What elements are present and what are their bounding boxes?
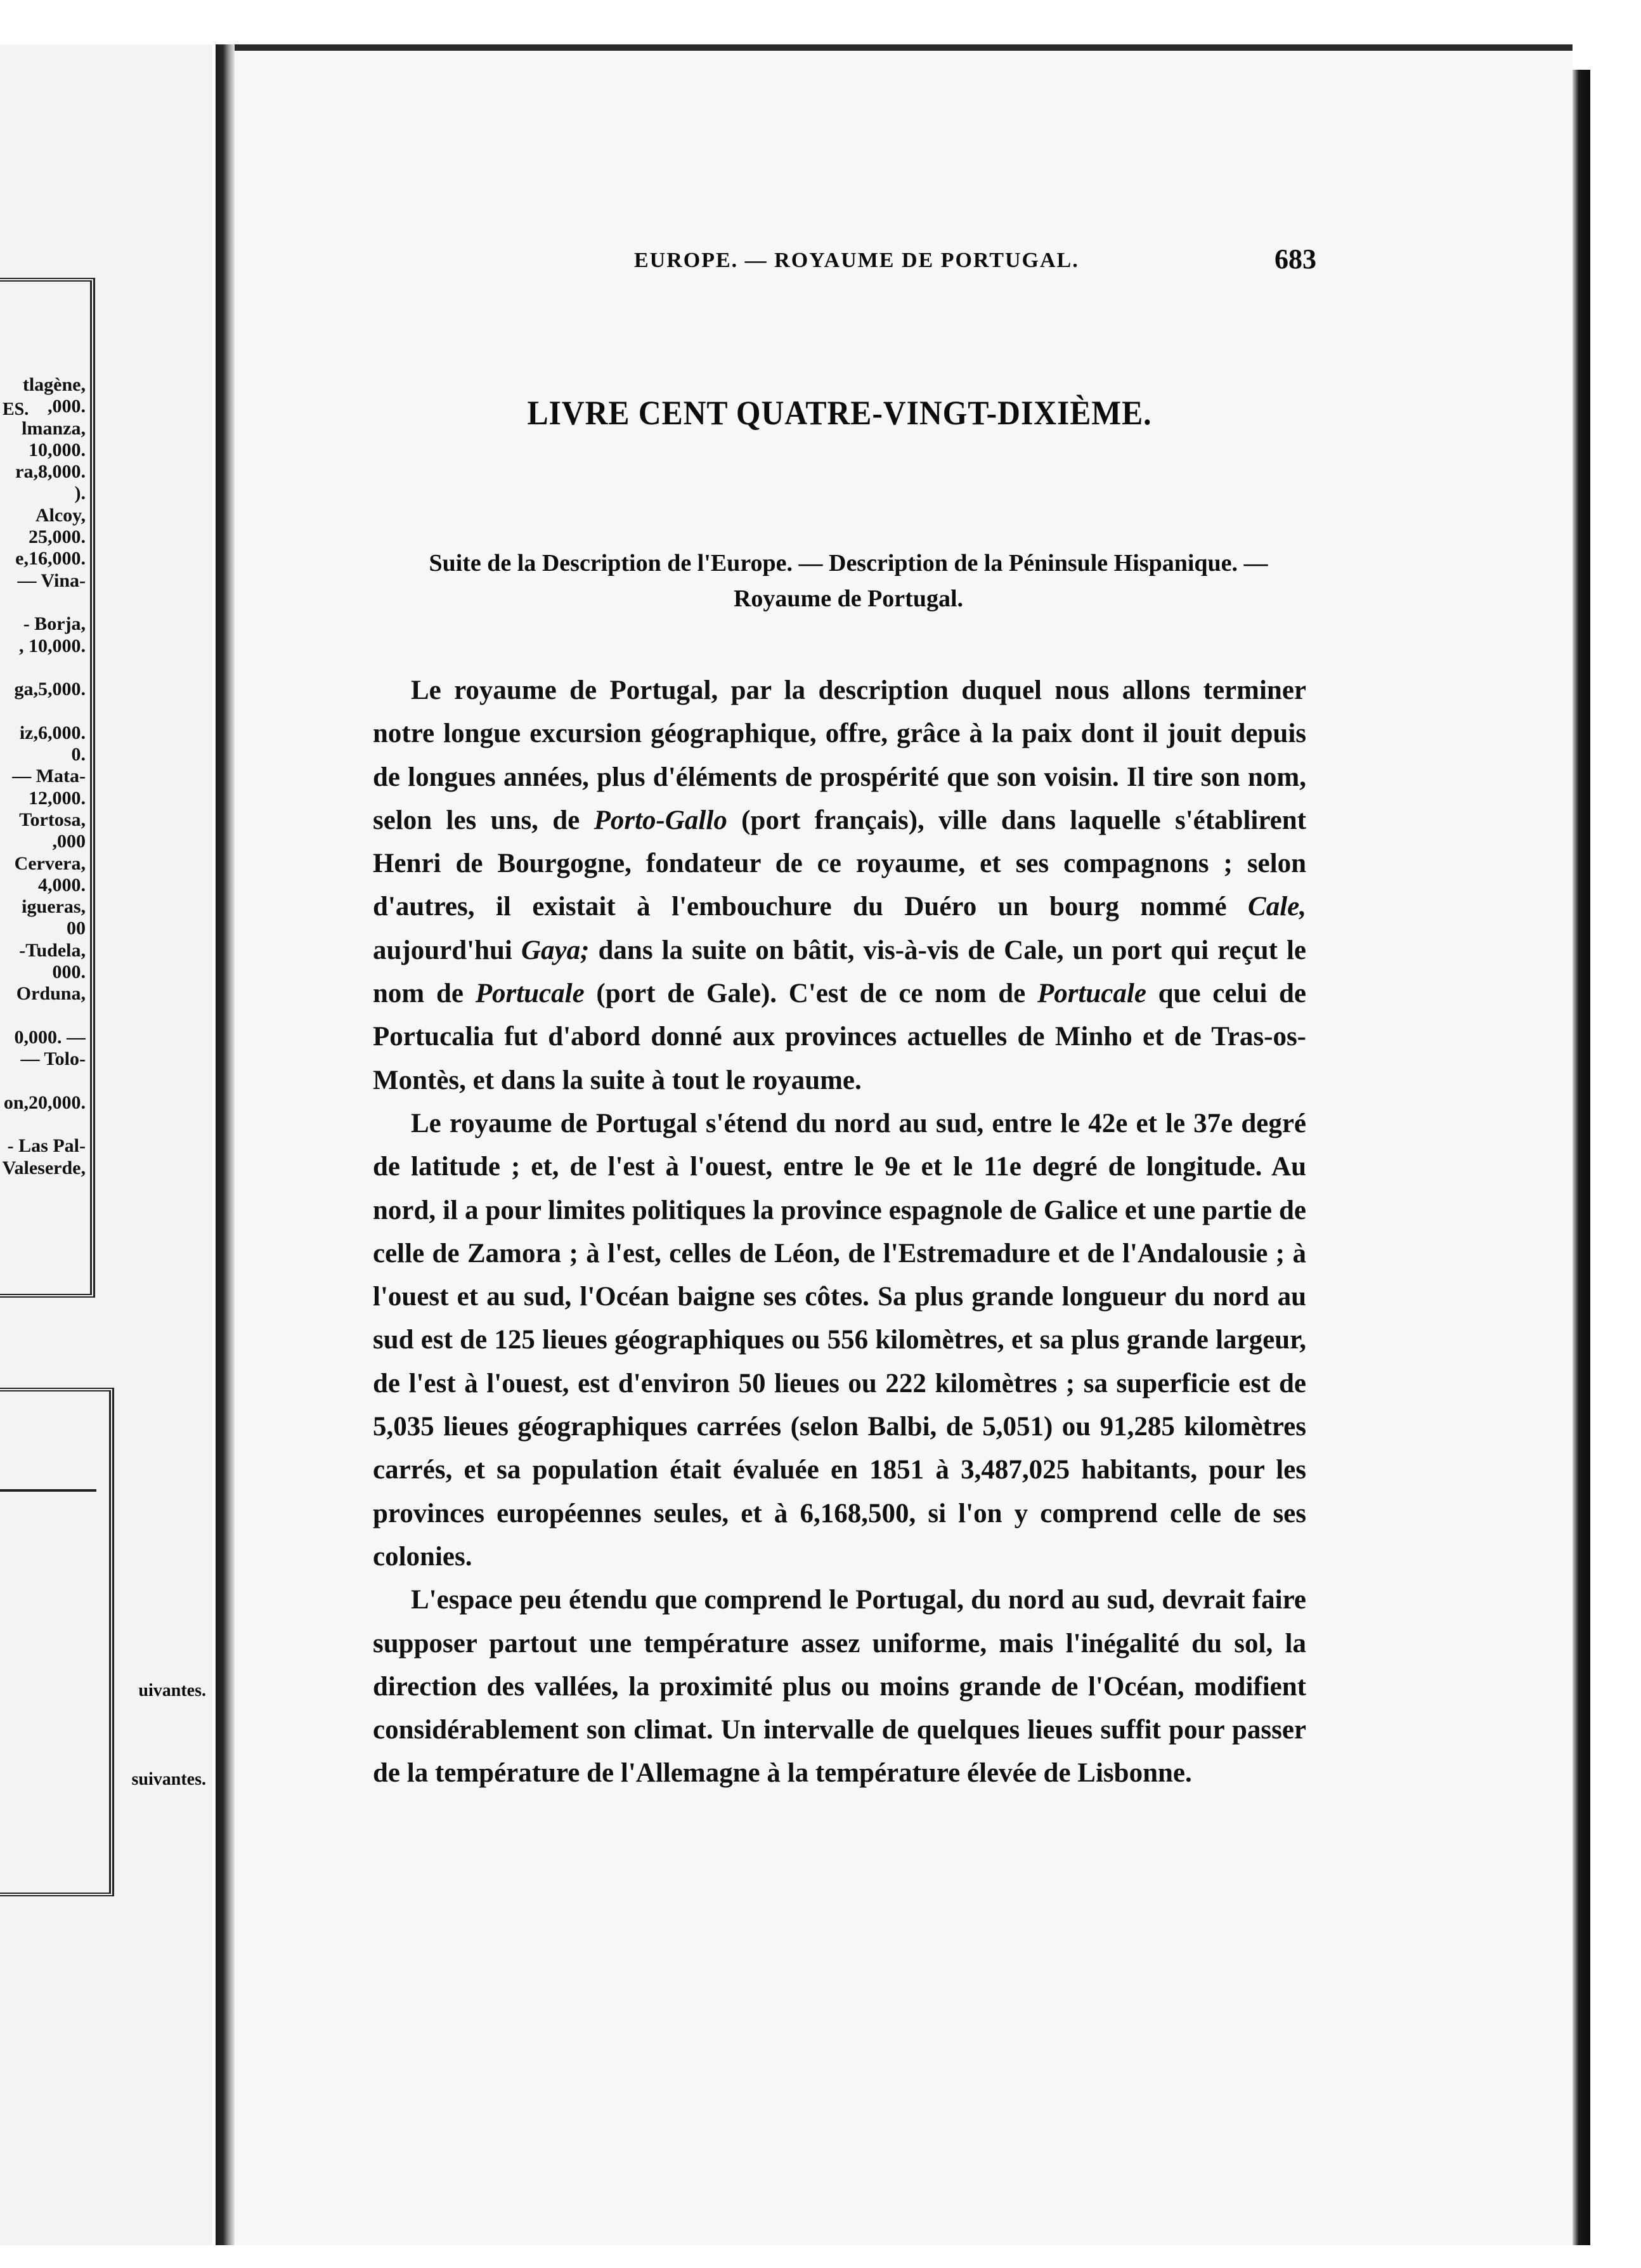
- subtitle-line-2: Royaume de Portugal.: [733, 585, 964, 612]
- left-column-line: - Las Pal-: [7, 1135, 86, 1157]
- p1-italic-porto-gallo: Porto-Gallo: [593, 805, 727, 835]
- left-column-line: ).: [74, 483, 86, 504]
- left-table-frame-lower: [0, 1388, 114, 1896]
- left-column-line: — Vina-: [17, 570, 86, 591]
- p1-text-k: que celui de Portucalia fut d'abord donné aux provinces actuelles de Minho et de Tras-os-Montès, et dans la suite à tout le royaume.: [373, 979, 1306, 1095]
- p1-text-a: Le royaume de Portugal, par la description duquel nous allons terminer notre longue excursion géographique, offre, grâce à la paix dont il jouit depuis de longues années, plus d'éléments de prospérité que son voisin. Il tire son nom, selon les uns, de: [373, 675, 1306, 835]
- left-column-line: [0, 1114, 86, 1135]
- left-column-line: 0.: [71, 744, 86, 766]
- left-column-line: 000.: [52, 961, 86, 983]
- left-tail-line-1: uivantes.: [138, 1681, 206, 1700]
- p1-text-g: dans la suite on bâtit, vis-à-vis de Cale, un port qui reçut le nom de: [373, 935, 1307, 1009]
- left-column-line: tlagène,: [22, 374, 86, 395]
- left-facing-page: [0, 44, 212, 2245]
- left-table-rule: [0, 1489, 96, 1492]
- left-column-line: - Borja,: [23, 613, 86, 635]
- left-column-line: ra,8,000.: [15, 461, 86, 483]
- left-column-line: igueras,: [22, 896, 86, 918]
- paragraph-3: L'espace peu étendu que comprend le Portugal, du nord au sud, devrait faire supposer partout une température assez uniforme, mais l'inégalité du sol, la direction des vallées, la proximité plus ou moins grande de l'Océan, modifient considérablement son climat. Un intervalle de quelques lieues suffit pour passer de la température de l'Allemagne à la température élevée de Lisbonne.: [373, 1585, 1306, 1789]
- left-column-line: lmanza,: [22, 417, 86, 439]
- page-number: 683: [1275, 244, 1316, 275]
- left-column-line: — Mata-: [12, 766, 86, 787]
- left-column-line: [0, 657, 86, 679]
- left-column-line: [0, 1005, 86, 1027]
- left-column-line: — Tolo-: [20, 1048, 86, 1070]
- p1-text-e: aujourd'hui: [373, 935, 521, 965]
- running-head: EUROPE. — ROYAUME DE PORTUGAL.: [634, 249, 1079, 272]
- left-column-line: on,20,000.: [3, 1092, 86, 1113]
- subtitle-line-1: Suite de la Description de l'Europe. — Description de la Péninsule Hispanique. —: [429, 550, 1268, 577]
- left-column-line: ,000: [52, 831, 86, 852]
- left-column-line: [0, 700, 86, 722]
- left-column-line: Valeserde,: [2, 1157, 86, 1178]
- p1-italic-gaya: Gaya;: [521, 935, 590, 965]
- left-column-line: -Tudela,: [19, 939, 86, 961]
- page-edge: [1573, 70, 1590, 2245]
- left-column-line: Orduna,: [16, 983, 86, 1005]
- left-column-line: , 10,000.: [19, 635, 86, 656]
- book-gutter: [216, 44, 235, 2245]
- body-text: [373, 669, 1306, 1796]
- left-column-line: 00: [67, 918, 86, 939]
- p1-italic-portucale-2: Portucale: [1037, 979, 1146, 1009]
- left-column-line: ga,5,000.: [14, 679, 86, 700]
- p1-italic-portucale-1: Portucale: [475, 979, 585, 1009]
- p1-text-i: (port de Gale). C'est de ce nom de: [584, 979, 1037, 1009]
- left-header-fragment: ES.: [3, 400, 29, 419]
- left-column-line: Tortosa,: [19, 809, 86, 830]
- left-column-line: e,16,000.: [15, 548, 86, 570]
- left-column-line: Cervera,: [14, 852, 86, 874]
- chapter-subtitle: [373, 545, 1324, 616]
- left-column-line: [0, 1071, 86, 1092]
- book-title: LIVRE CENT QUATRE-VINGT-DIXIÈME.: [527, 394, 1152, 432]
- left-column-line: [0, 592, 86, 613]
- p1-text-c: (port français), ville dans laquelle s'établirent Henri de Bourgogne, fondateur de ce royaume, et ses compagnons ; selon d'autres, il existait à l'embouchure du Duéro un bourg nommé: [373, 805, 1306, 922]
- left-column-line: Alcoy,: [35, 504, 86, 526]
- left-column-line: 12,000.: [29, 787, 86, 809]
- left-tail-line-2: suivantes.: [131, 1769, 206, 1789]
- left-column-line: 10,000.: [29, 439, 86, 460]
- left-column-line: 4,000.: [38, 874, 86, 896]
- left-column-line: iz,6,000.: [19, 722, 86, 743]
- left-column-text: [0, 374, 86, 1179]
- left-column-line: 25,000.: [29, 526, 86, 548]
- p1-italic-cale: Cale,: [1248, 892, 1306, 922]
- paragraph-1: [373, 669, 1306, 1102]
- left-column-line: ,000.: [48, 396, 86, 417]
- left-column-line: 0,000. —: [14, 1026, 86, 1048]
- paragraph-2: Le royaume de Portugal s'étend du nord au sud, entre le 42e et le 37e degré de latitude ; et, de l'est à l'ouest, entre le 9e et le 11e degré de longitude. Au nord, il a pour limites politiques la province espagnole de Galice et une partie de celle de Zamora ; à l'est, celles de Léon, de l'Estremadure et de l'Andalousie ; à l'ouest et au sud, l'Océan baigne ses côtes. Sa plus grande longueur du nord au sud est de 125 lieues géographiques ou 556 kilomètres, et sa plus grande largeur, de l'est à l'ouest, est d'environ 50 lieues ou 222 kilomètres ; sa superficie est de 5,035 lieues géographiques carrées (selon Balbi, de 5,051) ou 91,285 kilomètres carrés, et sa population était évaluée en 1851 à 3,487,025 habitants, pour les provinces européennes seules, et à 6,168,500, si l'on y comprend celle de ses colonies.: [373, 1108, 1306, 1572]
